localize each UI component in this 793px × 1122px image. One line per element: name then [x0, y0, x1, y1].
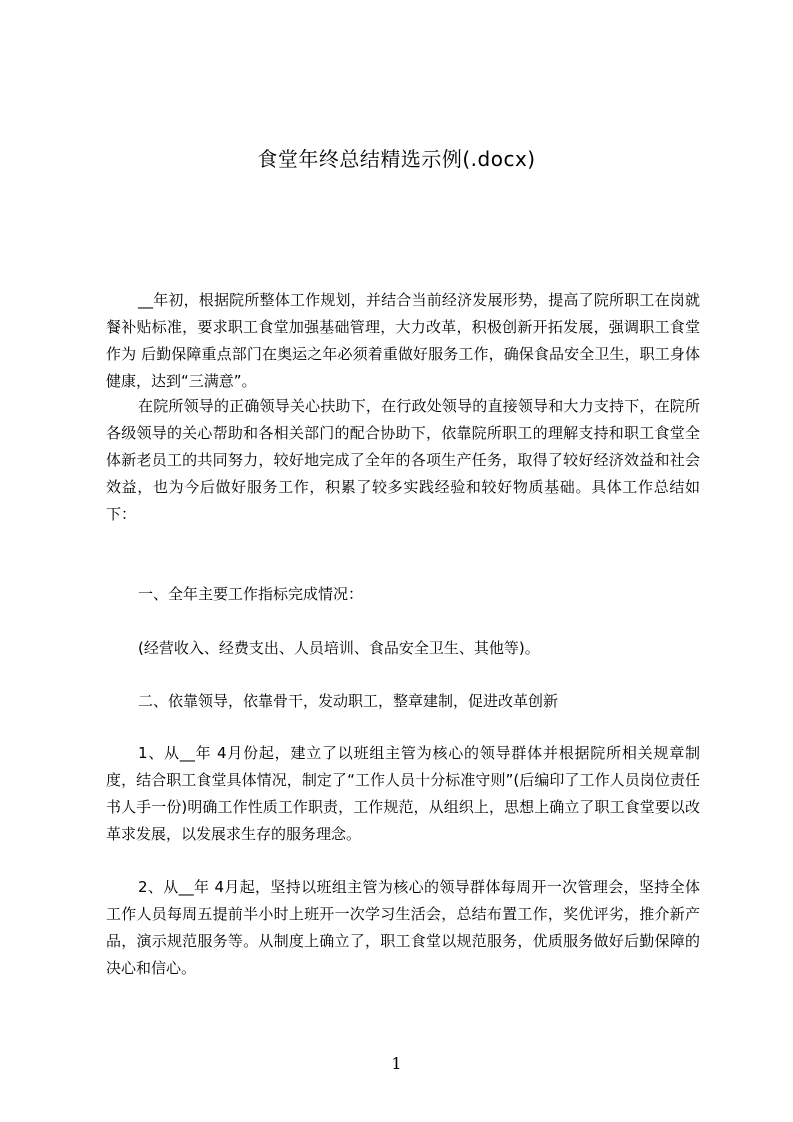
item-1-paragraph: 1、从__年 4月份起，建立了以班组主管为核心的领导群体并根据院所相关规章制度，结合职工食堂具体情况，制定了“工作人员十分标准守则”(后编印了工作人员岗位责任书人手一份)明确工作性质工作职责，工作规范，从组织上，思想上确立了职工食堂要以改革求发展，以发展求生存的服务理念。 — [106, 744, 700, 843]
item-2-paragraph: 2、从__年 4月起，坚持以班组主管为核心的领导群体每周开一次管理会，坚持全体工作人员每周五提前半小时上班开一次学习生活会，总结布置工作，奖优评劣，推介新产品，演示规范服务等。从制度上确立了，职工食堂以规范服务，优质服务做好后勤保障的决心和信心。 — [106, 878, 700, 977]
section-2-heading: 二、依靠领导，依靠骨干，发动职工，整章建制，促进改革创新 — [138, 692, 559, 710]
page-number: 1 — [391, 1054, 402, 1073]
section-1-note: (经营收入、经费支出、人员培训、食品安全卫生、其他等)。 — [138, 639, 540, 657]
section-1-heading: 一、全年主要工作指标完成情况： — [138, 585, 364, 603]
document-title: 食堂年终总结精选示例(.docx) — [257, 147, 536, 171]
context-paragraph: 在院所领导的正确领导关心扶助下，在行政处领导的直接领导和大力支持下，在院所各级领导的关心帮助和各相关部门的配合协助下，依靠院所职工的理解支持和职工食堂全体新老员工的共同努力，较好地完成了全年的各项生产任务，取得了较好经济效益和社会效益，也为今后做好服务工作，积累了较多实践经验和较好物质基础。具体工作总结如下： — [106, 397, 700, 523]
intro-paragraph: __年初，根据院所整体工作规划，并结合当前经济发展形势，提高了院所职工在岗就餐补贴标准，要求职工食堂加强基础管理，大力改革，积极创新开拓发展，强调职工食堂作为 后勤保障重点部门在奥运之年必须着重做好服务工作，确保食品安全卫生，职工身体健康，达到“三满意”。 — [106, 291, 700, 390]
